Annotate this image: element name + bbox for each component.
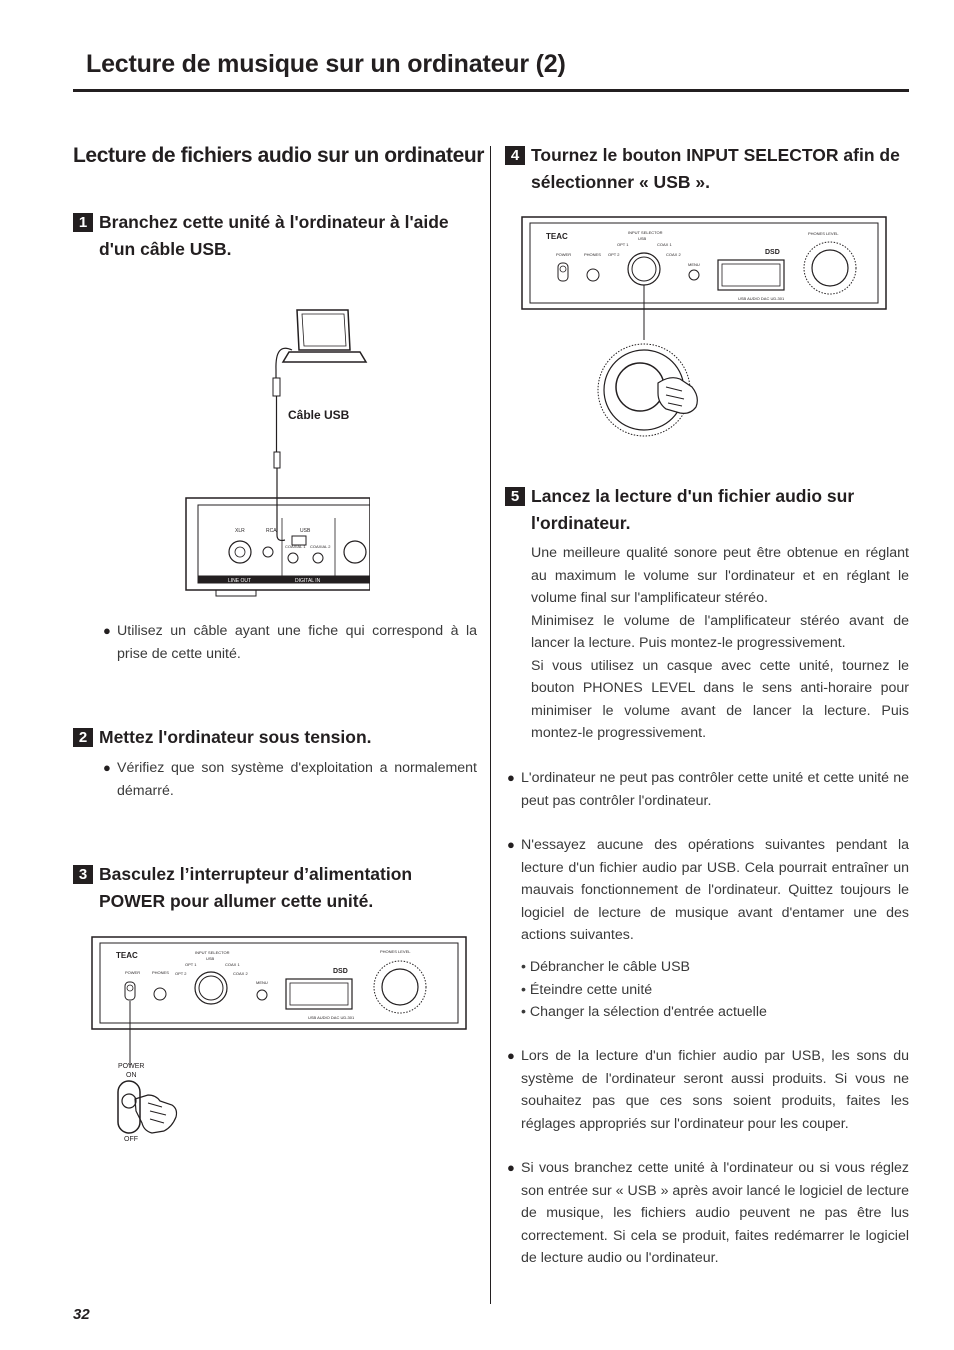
note-text: L'ordinateur ne peut pas contrôler cette unité et cette unité ne peut pas contrôler l'ordinateur.: [521, 770, 909, 809]
phones-label: PHONES: [152, 970, 169, 975]
bullet-icon: ●: [507, 837, 515, 852]
step-1: [73, 209, 478, 263]
model-label: USB AUDIO DAC UD-301: [308, 1015, 355, 1020]
input-selector-label: INPUT SELECTOR: [195, 950, 230, 955]
usb-label: USB: [300, 528, 311, 534]
cable-label: Câble USB: [288, 408, 350, 422]
note-text: Lors de la lecture d'un fichier audio par USB, les sons du système de l'ordinateur seront aussi produits. Si vous ne souhaitez pas que ces sons soient produits, faites les réglages appropriés sur l'ordinateur pour les couper.: [521, 1048, 909, 1132]
note-item: [507, 767, 909, 812]
step1-note-text: Utilisez un câble ayant une fiche qui correspond à la prise de cette unité.: [117, 623, 477, 662]
note-item: [507, 1157, 909, 1270]
step-5: [505, 483, 909, 537]
power-switch-figure: [90, 935, 470, 1145]
brand-logo: TEAC: [116, 951, 138, 960]
action-item: • Débrancher le câble USB: [521, 959, 690, 975]
note-text: N'essayez aucune des opérations suivantes pendant la lecture d'un fichier audio par USB. Cela pourrait entraîner un mauvais fonctionnement de l'ordinateur. Quittez toujours le logiciel de lecture de musique avant d'entamer une des actions suivantes.: [521, 837, 909, 943]
page-title: Lecture de musique sur un ordinateur (2): [86, 50, 566, 78]
bullet-icon: ●: [507, 770, 515, 785]
opt2-label: OPT 2: [608, 252, 620, 257]
step-text: Branchez cette unité à l'ordinateur à l'aide d'un câble USB.: [99, 212, 449, 259]
model-label: USB AUDIO DAC UD-301: [738, 296, 785, 301]
step5-paragraph: Minimisez le volume de l'amplificateur stéréo avant de lancer la lecture. Puis montez-le progressivement.: [531, 612, 909, 651]
coaxial1-label: COAXIAL 1: [285, 544, 306, 549]
power-switch-closeup: [118, 1063, 177, 1143]
brand-logo: TEAC: [546, 232, 568, 241]
dsd-logo: DSD: [765, 249, 780, 256]
coax1-label: COAX 1: [225, 962, 240, 967]
action-item: • Éteindre cette unité: [521, 981, 653, 998]
step-number: 3: [73, 865, 93, 884]
phones-label: PHONES: [584, 252, 601, 257]
line-out-label: LINE OUT: [228, 578, 252, 584]
usb-position-label: USB: [638, 236, 647, 241]
column-divider: [490, 146, 491, 1304]
menu-label: MENU: [688, 262, 700, 267]
input-selector-figure: [520, 215, 890, 440]
usb-position-label: USB: [206, 956, 215, 961]
rca-label: RCA: [266, 528, 277, 534]
laptop-icon: [283, 310, 366, 362]
step5-paragraph: Une meilleure qualité sonore peut être obtenue en réglant au maximum le volume sur l'ordinateur et en réglant le volume final sur l'amplificateur stéréo.: [531, 545, 909, 606]
power-label: POWER: [556, 252, 572, 257]
step-2: [73, 724, 478, 751]
step-number: 5: [505, 487, 525, 506]
coax1-label: COAX 1: [657, 242, 672, 247]
opt2-label: OPT 2: [175, 971, 187, 976]
coax2-label: COAX 2: [233, 971, 248, 976]
phones-level-label: PHONES LEVEL: [808, 231, 839, 236]
step-number: 1: [73, 213, 93, 232]
step-3: [73, 861, 478, 915]
dsd-logo: DSD: [333, 968, 348, 975]
note-item: [507, 834, 909, 947]
bullet-icon: ●: [507, 1160, 515, 1175]
step-text: Basculez l’interrupteur d’alimentation POWER pour allumer cette unité.: [99, 864, 413, 911]
step-text: Lancez la lecture d'un fichier audio sur l'ordinateur.: [531, 486, 855, 533]
bullet-icon: ●: [507, 1048, 515, 1063]
bullet-icon: ●: [103, 760, 111, 775]
on-label: ON: [126, 1072, 137, 1079]
bullet-icon: ●: [103, 623, 111, 638]
step5-body: [531, 542, 909, 745]
step2-note-text: Vérifiez que son système d'exploitation a normalement démarré.: [117, 760, 477, 799]
step5-paragraph: Si vous utilisez un casque avec cette unité, tournez le bouton PHONES LEVEL dans le sens anti-horaire pour minimiser le volume avant de lancer la lecture. Puis montez-le progressivement.: [531, 657, 909, 741]
step-number: 2: [73, 728, 93, 747]
xlr-label: XLR: [235, 528, 245, 534]
section-title: Lecture de fichiers audio sur un ordinateur: [73, 144, 485, 167]
page-number: 32: [73, 1306, 90, 1323]
power-label: POWER: [125, 970, 141, 975]
usb-connection-figure: [180, 300, 370, 600]
note-item: [507, 1045, 909, 1135]
phones-level-label: PHONES LEVEL: [380, 949, 411, 954]
action-item: • Changer la sélection d'entrée actuelle: [521, 1004, 767, 1020]
opt1-label: OPT 1: [185, 962, 197, 967]
menu-label: MENU: [256, 980, 268, 985]
hand-icon: [658, 378, 697, 414]
step-text: Mettez l'ordinateur sous tension.: [99, 727, 372, 747]
opt1-label: OPT 1: [617, 242, 629, 247]
step2-note: [103, 757, 477, 802]
coaxial2-label: COAXIAL 2: [310, 544, 331, 549]
step-text: Tournez le bouton INPUT SELECTOR afin de sélectionner « USB ».: [531, 145, 900, 192]
title-rule: [73, 89, 909, 92]
digital-in-label: DIGITAL IN: [295, 578, 321, 584]
selector-knob-closeup: [598, 344, 697, 436]
step-4: [505, 142, 909, 196]
note-text: Si vous branchez cette unité à l'ordinateur ou si vous réglez son entrée sur « USB » après avoir lancé le logiciel de lecture de musique, les fichiers audio peuvent ne pas être lus correctement. Si cela se produit, faites redémarrer le logiciel de lecture audio ou l'ordinateur.: [521, 1160, 910, 1266]
actions-list: [521, 956, 909, 1024]
hand-icon: [135, 1095, 177, 1133]
input-selector-label: INPUT SELECTOR: [628, 230, 663, 235]
step-number: 4: [505, 146, 525, 165]
rear-panel: [186, 498, 370, 596]
coax2-label: COAX 2: [666, 252, 681, 257]
power-closeup-label: POWER: [118, 1063, 145, 1070]
step1-note: [103, 620, 477, 665]
off-label: OFF: [124, 1136, 138, 1143]
